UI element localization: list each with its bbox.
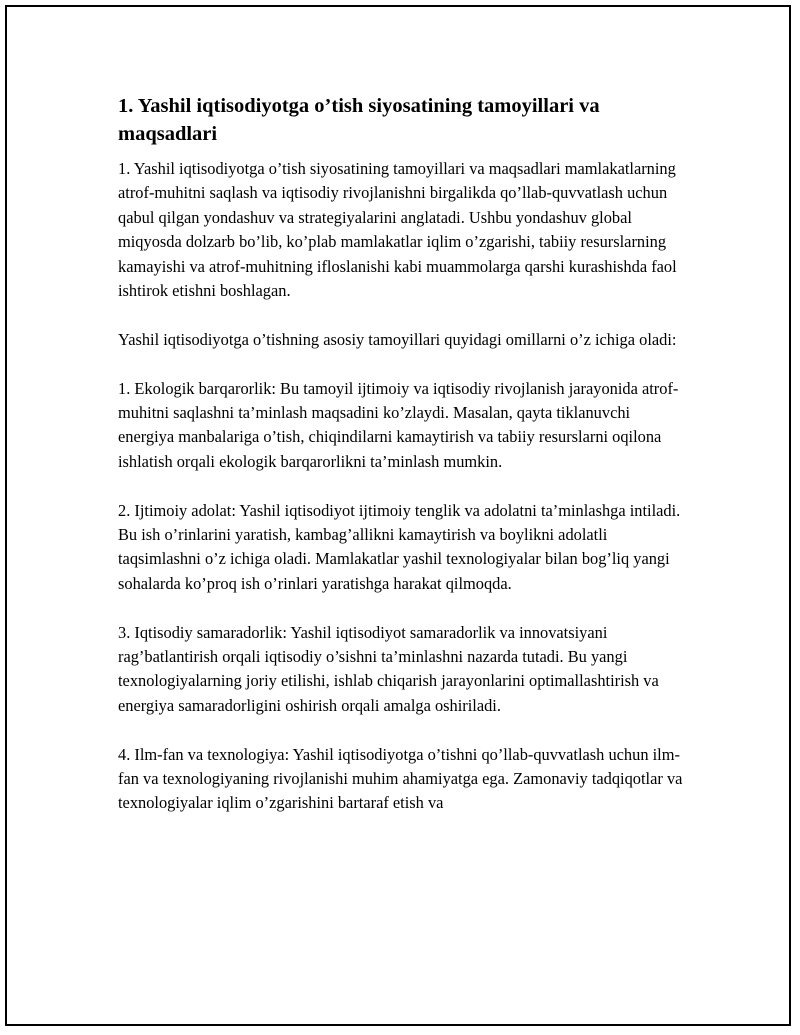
paragraph-science-technology: 4. Ilm-fan va texnologiya: Yashil iqtisodiyotga o’tishni qo’llab-quvvatlash uchun ilm-fan va texnologiyaning rivojlanishi muhim ahamiyatga ega. Zamonaviy tadqiqotlar va texnologiyalar iqlim o’zgarishini bartaraf etish va (118, 744, 683, 813)
paragraph-ecological-sustainability: 1. Ekologik barqarorlik: Bu tamoyil ijtimoiy va iqtisodiy rivojlanish jarayonida atrof-muhitni saqlashni ta’minlash maqsadini ko’zlaydi. Masalan, qayta tiklanuvchi energiya manbalariga o’tish, chiqindilarni kamaytirish va tabiiy resurslarni oqilona ishlatish orqali ekologik barqarorlikni ta’minlash mumkin. (118, 378, 679, 471)
section-heading: 1. Yashil iqtisodiyotga o’tish siyosatining tamoyillari va maqsadlari (118, 95, 600, 145)
document-body (118, 92, 684, 840)
paragraph-principles-lead: Yashil iqtisodiyotga o’tishning asosiy tamoyillari quyidagi omillarni o’z ichiga oladi: (118, 329, 677, 349)
paragraph-economic-efficiency: 3. Iqtisodiy samaradorlik: Yashil iqtisodiyot samaradorlik va innovatsiyani rag’batlantirish orqali iqtisodiy o’sishni ta’minlashni nazarda tutadi. Bu yangi texnologiyalarning joriy etilishi, ishlab chiqarish jarayonlarini optimallashtirish va energiya samaradorligini oshirish orqali amalga oshiriladi. (118, 622, 659, 715)
paragraph-social-justice: 2. Ijtimoiy adolat: Yashil iqtisodiyot ijtimoiy tenglik va adolatni ta’minlashga intiladi. Bu ish o’rinlarini yaratish, kambag’allikni kamaytirish va boylikni adolatli taqsimlashni o’z ichiga oladi. Mamlakatlar yashil texnologiyalar bilan bog’liq yangi sohalarda ko’proq ish o’rinlari yaratishga harakat qilmoqda. (118, 500, 681, 593)
paragraph-intro: 1. Yashil iqtisodiyotga o’tish siyosatining tamoyillari va maqsadlari mamlakatlarning atrof-muhitni saqlash va iqtisodiy rivojlanishni birgalikda qo’llab-quvvatlash uchun qabul qilgan yondashuv va strategiyalarini anglatadi. Ushbu yondashuv global miqyosda dolzarb bo’lib, ko’plab mamlakatlar iqlim o’zgarishi, tabiiy resurslarning kamayishi va atrof-muhitning ifloslanishi kabi muammolarga qarshi kurashishda faol ishtirok etishni boshlagan. (118, 159, 677, 301)
